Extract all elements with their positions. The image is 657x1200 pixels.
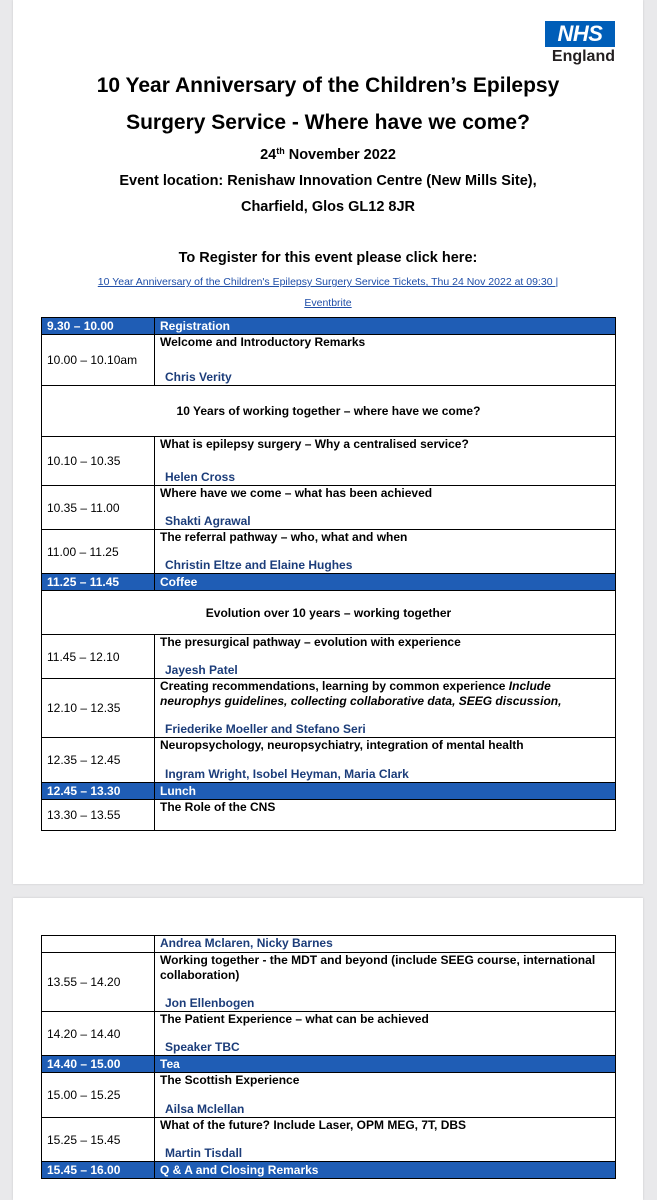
- session-speaker: Jayesh Patel: [165, 663, 238, 677]
- nhs-logo-box: NHS: [545, 21, 615, 47]
- session-speaker: Friederike Moeller and Stefano Seri: [165, 722, 366, 736]
- section-heading: 10 Years of working together – where have we come?: [42, 386, 616, 437]
- session-title: [160, 1163, 610, 1178]
- schedule-row: [42, 738, 616, 783]
- nhs-england-logo: [545, 21, 615, 67]
- title-line-2: Surgery Service - Where have we come?: [126, 111, 530, 134]
- register-prompt: To Register for this event please click here:: [178, 250, 478, 266]
- session-title-text: Lunch: [160, 783, 196, 798]
- session-time: 15.45 – 16.00: [42, 1162, 155, 1179]
- schedule-table-1: [41, 317, 616, 831]
- session-time: 15.00 – 15.25: [42, 1073, 155, 1118]
- session-speaker: Chris Verity: [165, 370, 232, 384]
- session-details: [155, 738, 616, 783]
- session-title: [160, 635, 610, 650]
- session-title: [160, 800, 610, 815]
- session-time: 15.25 – 15.45: [42, 1118, 155, 1162]
- schedule-row: [42, 591, 616, 635]
- session-details: [155, 953, 616, 1012]
- session-time: 11.00 – 11.25: [42, 530, 155, 574]
- session-details: [155, 530, 616, 574]
- schedule-row: [42, 318, 616, 335]
- location-line-1: Event location: Renishaw Innovation Centre (New Mills Site),: [119, 173, 537, 189]
- session-time: 10.00 – 10.10am: [42, 335, 155, 386]
- section-heading: Evolution over 10 years – working together: [42, 591, 616, 635]
- schedule-row: [42, 783, 616, 800]
- session-details: [155, 800, 616, 831]
- session-title-text: Working together - the MDT and beyond (include SEEG course, international collaboration): [160, 953, 596, 982]
- schedule-row: [42, 335, 616, 386]
- session-speaker: Andrea Mclaren, Nicky Barnes: [160, 936, 333, 950]
- session-title-text: The Role of the CNS: [160, 800, 276, 814]
- title-line-1: 10 Year Anniversary of the Children’s Epilepsy: [96, 74, 560, 97]
- session-title-text: What of the future? Include Laser, OPM MEG, 7T, DBS: [160, 1118, 467, 1132]
- session-title: [160, 1057, 610, 1072]
- schedule-row: [42, 1056, 616, 1073]
- session-title-text: Where have we come – what has been achieved: [160, 486, 433, 500]
- session-title: [160, 437, 610, 452]
- session-details: [155, 1073, 616, 1118]
- location-line-2: Charfield, Glos GL12 8JR: [240, 199, 416, 215]
- session-details: [155, 318, 616, 335]
- schedule-row: [42, 437, 616, 486]
- schedule-table-2: [41, 935, 616, 1179]
- session-title: [160, 319, 610, 334]
- session-title-text: Neuropsychology, neuropsychiatry, integration of mental health: [160, 738, 524, 752]
- session-title-text: Welcome and Introductory Remarks: [160, 335, 366, 349]
- session-details: [155, 437, 616, 486]
- session-title-text: Q & A and Closing Remarks: [160, 1162, 319, 1177]
- eventbrite-link-line-1[interactable]: 10 Year Anniversary of the Children's Epilepsy Surgery Service Tickets, Thu 24 Nov 2022 at 09:30 |: [97, 276, 559, 288]
- session-title-text: The presurgical pathway – evolution with experience: [160, 635, 461, 649]
- session-speaker: Shakti Agrawal: [165, 514, 251, 528]
- schedule-row: [42, 635, 616, 679]
- session-details: [155, 486, 616, 530]
- schedule-row: [42, 679, 616, 738]
- eventbrite-link-line-2[interactable]: Eventbrite: [304, 297, 352, 309]
- session-time: 12.45 – 13.30: [42, 783, 155, 800]
- schedule-row: [42, 1012, 616, 1056]
- schedule-row: [42, 386, 616, 437]
- session-details: [155, 574, 616, 591]
- schedule-row: [42, 530, 616, 574]
- session-time: 11.25 – 11.45: [42, 574, 155, 591]
- session-speaker: Martin Tisdall: [165, 1146, 243, 1160]
- session-speaker: Jon Ellenbogen: [165, 996, 255, 1010]
- session-speaker: Ingram Wright, Isobel Heyman, Maria Clark: [165, 767, 409, 781]
- session-speaker: Christin Eltze and Elaine Hughes: [165, 558, 353, 572]
- session-time: 10.10 – 10.35: [42, 437, 155, 486]
- session-title-text: The referral pathway – who, what and when: [160, 530, 408, 544]
- session-time: 12.35 – 12.45: [42, 738, 155, 783]
- event-date: [13, 146, 643, 164]
- session-title-text: Coffee: [160, 574, 198, 589]
- session-title-text: Tea: [160, 1056, 180, 1071]
- session-title: [160, 335, 610, 350]
- session-title-text: What is epilepsy surgery – Why a centralised service?: [160, 437, 469, 451]
- session-details: [155, 1162, 616, 1179]
- session-speaker: Helen Cross: [165, 470, 236, 484]
- session-time: [42, 936, 155, 953]
- session-details: [155, 936, 616, 953]
- date-suffix: th: [276, 146, 285, 156]
- session-details: [155, 1012, 616, 1056]
- session-details: [155, 635, 616, 679]
- session-title-text: Registration: [160, 318, 231, 333]
- session-time: 9.30 – 10.00: [42, 318, 155, 335]
- session-title-text: The Patient Experience – what can be achieved: [160, 1012, 429, 1026]
- session-time: 12.10 – 12.35: [42, 679, 155, 738]
- session-title-text: Creating recommendations, learning by common experience: [160, 679, 506, 693]
- session-title: [160, 486, 610, 501]
- session-title: [160, 1012, 610, 1027]
- session-speaker: Ailsa Mclellan: [165, 1102, 245, 1116]
- session-time: 13.30 – 13.55: [42, 800, 155, 831]
- session-title: [160, 784, 610, 799]
- session-time: 14.20 – 14.40: [42, 1012, 155, 1056]
- document-page-2: [13, 898, 643, 1200]
- session-time: 11.45 – 12.10: [42, 635, 155, 679]
- session-time: 10.35 – 11.00: [42, 486, 155, 530]
- session-title: [160, 575, 610, 590]
- nhs-logo-sub: England: [551, 48, 615, 65]
- session-title: [160, 1118, 610, 1133]
- session-time: 13.55 – 14.20: [42, 953, 155, 1012]
- session-title: [160, 953, 610, 983]
- session-details: [155, 1118, 616, 1162]
- session-time: 14.40 – 15.00: [42, 1056, 155, 1073]
- session-title: [160, 1073, 610, 1088]
- schedule-row: [42, 574, 616, 591]
- schedule-row: [42, 936, 616, 953]
- session-details: [155, 1056, 616, 1073]
- schedule-row: [42, 1073, 616, 1118]
- session-title-italic: Include neurophys guidelines, collecting collaborative data, SEEG discussion,: [160, 679, 562, 708]
- session-title: [160, 530, 610, 545]
- session-details: [155, 783, 616, 800]
- document-page-1: [13, 0, 643, 884]
- schedule-row: [42, 486, 616, 530]
- session-speaker: Speaker TBC: [165, 1040, 240, 1054]
- schedule-row: [42, 800, 616, 831]
- session-details: [155, 335, 616, 386]
- schedule-row: [42, 953, 616, 1012]
- date-day: 24: [260, 147, 277, 163]
- session-details: [155, 679, 616, 738]
- schedule-row: [42, 1118, 616, 1162]
- session-title-text: The Scottish Experience: [160, 1073, 300, 1087]
- date-rest: November 2022: [284, 147, 396, 163]
- session-title: [160, 738, 610, 753]
- schedule-row: [42, 1162, 616, 1179]
- session-title: [160, 679, 610, 709]
